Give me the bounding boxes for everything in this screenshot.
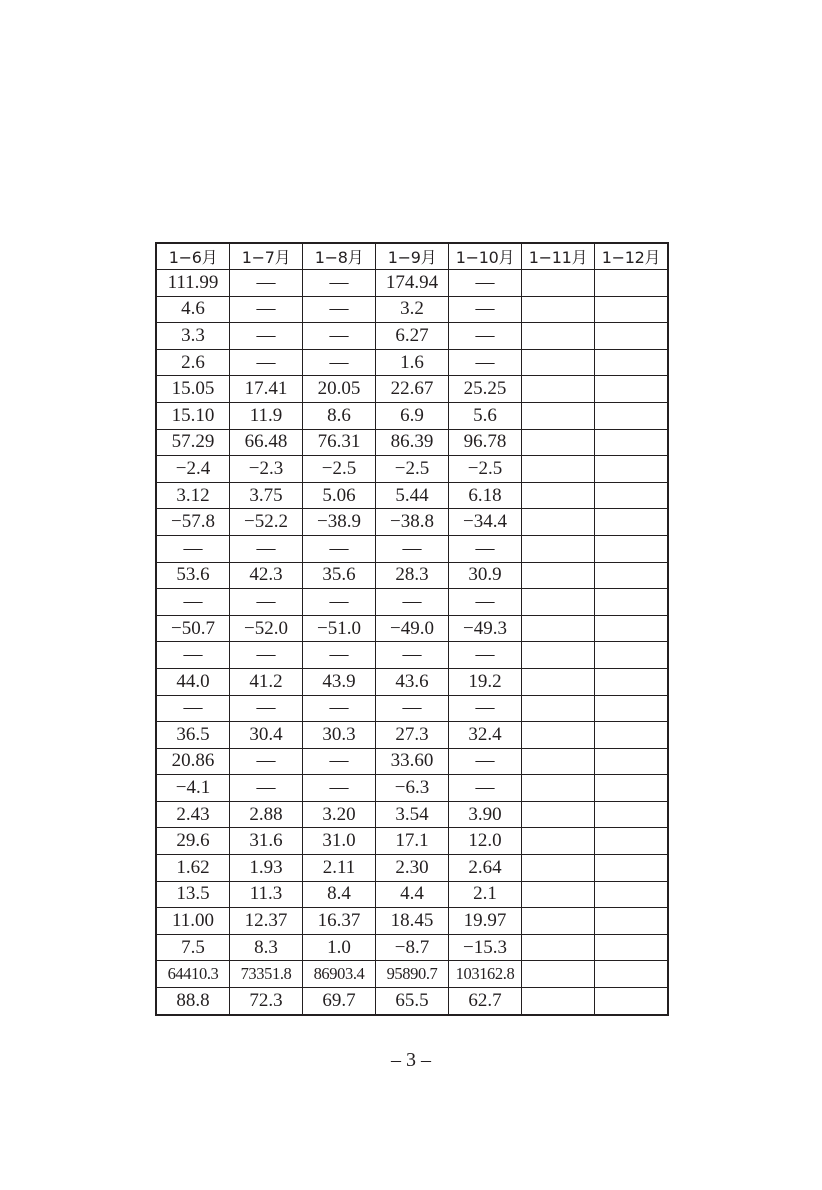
table-cell: 3.2 [376, 296, 449, 323]
table-cell [522, 376, 595, 403]
table-cell: 76.31 [303, 429, 376, 456]
table-cell [595, 456, 669, 483]
table-cell: — [230, 323, 303, 350]
table-cell [522, 323, 595, 350]
table-cell: 103162.8 [449, 961, 522, 988]
table-cell: −2.5 [449, 456, 522, 483]
table-cell: −52.0 [230, 615, 303, 642]
table-cell: — [449, 296, 522, 323]
table-row [156, 908, 668, 935]
table-cell: 2.6 [156, 349, 230, 376]
table-cell: — [376, 535, 449, 562]
table-cell [595, 270, 669, 297]
table-cell: −2.3 [230, 456, 303, 483]
table-cell: — [449, 270, 522, 297]
table-cell [522, 456, 595, 483]
table-cell: 8.4 [303, 881, 376, 908]
table-cell: 41.2 [230, 668, 303, 695]
table-cell [522, 429, 595, 456]
table-cell [595, 562, 669, 589]
table-cell: — [230, 270, 303, 297]
table-cell: 13.5 [156, 881, 230, 908]
column-header: 1−7月 [230, 243, 303, 270]
table-cell [522, 988, 595, 1015]
table-row [156, 988, 668, 1015]
table-cell: 15.10 [156, 402, 230, 429]
table-cell: 22.67 [376, 376, 449, 403]
table-cell: — [303, 535, 376, 562]
table-row [156, 402, 668, 429]
table-cell [522, 801, 595, 828]
table-cell: — [449, 349, 522, 376]
table-cell: 28.3 [376, 562, 449, 589]
table-cell [522, 615, 595, 642]
column-header: 1−10月 [449, 243, 522, 270]
column-header: 1−6月 [156, 243, 230, 270]
table-cell [595, 801, 669, 828]
table-cell: −2.5 [303, 456, 376, 483]
table-cell: 2.11 [303, 855, 376, 882]
table-cell: 43.9 [303, 668, 376, 695]
table-cell: — [230, 642, 303, 669]
table-cell: 20.05 [303, 376, 376, 403]
table-cell: −57.8 [156, 509, 230, 536]
table-cell: −49.0 [376, 615, 449, 642]
table-cell [595, 668, 669, 695]
table-cell: — [303, 589, 376, 616]
table-cell [522, 668, 595, 695]
table-cell: −51.0 [303, 615, 376, 642]
table-cell: — [303, 642, 376, 669]
table-cell: — [449, 323, 522, 350]
table-cell [595, 748, 669, 775]
table-cell [522, 961, 595, 988]
table-cell [522, 482, 595, 509]
table-row [156, 961, 668, 988]
table-cell: −6.3 [376, 775, 449, 802]
table-cell: −49.3 [449, 615, 522, 642]
table-cell: — [376, 695, 449, 722]
table-cell [595, 908, 669, 935]
table-cell [522, 589, 595, 616]
table-cell: — [156, 589, 230, 616]
table-cell: 18.45 [376, 908, 449, 935]
table-cell: 3.75 [230, 482, 303, 509]
table-cell: 12.0 [449, 828, 522, 855]
table-cell [595, 615, 669, 642]
table-cell: — [303, 270, 376, 297]
table-cell: 35.6 [303, 562, 376, 589]
table-row [156, 562, 668, 589]
table-cell: 111.99 [156, 270, 230, 297]
table-row [156, 934, 668, 961]
table-cell: −2.5 [376, 456, 449, 483]
table-cell: — [156, 695, 230, 722]
table-cell [522, 908, 595, 935]
page-number: – 3 – [391, 1049, 431, 1071]
table-cell [595, 482, 669, 509]
table-cell: — [230, 775, 303, 802]
table-cell: — [230, 349, 303, 376]
table-row [156, 668, 668, 695]
table-cell [522, 722, 595, 749]
table-cell: 3.12 [156, 482, 230, 509]
table-cell [595, 323, 669, 350]
table-cell: −34.4 [449, 509, 522, 536]
table-row [156, 270, 668, 297]
table-cell: 65.5 [376, 988, 449, 1015]
table-cell: 11.9 [230, 402, 303, 429]
table-cell [595, 376, 669, 403]
table-cell [522, 535, 595, 562]
table-cell [522, 828, 595, 855]
table-cell: 86903.4 [303, 961, 376, 988]
table-cell [522, 934, 595, 961]
table-cell: 30.4 [230, 722, 303, 749]
table-cell [522, 562, 595, 589]
table-cell [522, 642, 595, 669]
table-cell [595, 828, 669, 855]
table-cell: — [303, 349, 376, 376]
table-cell [595, 642, 669, 669]
table-row [156, 429, 668, 456]
table-cell: 16.37 [303, 908, 376, 935]
column-header: 1−12月 [595, 243, 669, 270]
table-cell: 25.25 [449, 376, 522, 403]
table-cell: 17.1 [376, 828, 449, 855]
table-cell: 42.3 [230, 562, 303, 589]
table-cell: 33.60 [376, 748, 449, 775]
table-cell [595, 535, 669, 562]
table-cell: 36.5 [156, 722, 230, 749]
table-cell: — [230, 695, 303, 722]
table-cell: 4.6 [156, 296, 230, 323]
table-cell [522, 270, 595, 297]
table-cell: — [376, 589, 449, 616]
table-cell: −50.7 [156, 615, 230, 642]
table-cell [595, 988, 669, 1015]
table-cell: 8.6 [303, 402, 376, 429]
table-cell: — [303, 323, 376, 350]
table-cell: — [303, 775, 376, 802]
table-cell: — [376, 642, 449, 669]
table-cell: — [449, 695, 522, 722]
table-cell: 2.64 [449, 855, 522, 882]
table-cell: 174.94 [376, 270, 449, 297]
table-cell: 15.05 [156, 376, 230, 403]
table-row [156, 642, 668, 669]
table-cell [595, 855, 669, 882]
table-row [156, 748, 668, 775]
table-row [156, 881, 668, 908]
header-row [156, 243, 668, 270]
table-cell: −4.1 [156, 775, 230, 802]
table-cell [595, 881, 669, 908]
table-cell: 17.41 [230, 376, 303, 403]
table-row [156, 376, 668, 403]
table-cell [595, 589, 669, 616]
table-cell [595, 695, 669, 722]
table-cell: 2.30 [376, 855, 449, 882]
table-cell: 6.27 [376, 323, 449, 350]
table-cell: 44.0 [156, 668, 230, 695]
table-cell: 5.44 [376, 482, 449, 509]
table-row [156, 296, 668, 323]
table-cell [522, 695, 595, 722]
table-cell [595, 775, 669, 802]
table-cell [595, 296, 669, 323]
table-body [156, 270, 668, 1015]
column-header: 1−11月 [522, 243, 595, 270]
table-cell: — [230, 535, 303, 562]
table-row [156, 828, 668, 855]
table-cell [522, 349, 595, 376]
table-cell: 53.6 [156, 562, 230, 589]
table-cell [522, 402, 595, 429]
table-row [156, 456, 668, 483]
table-cell: 2.43 [156, 801, 230, 828]
table-cell: 30.9 [449, 562, 522, 589]
table-row [156, 349, 668, 376]
table-row [156, 801, 668, 828]
table-cell: 66.48 [230, 429, 303, 456]
table-cell: 72.3 [230, 988, 303, 1015]
statistics-table [155, 242, 669, 1016]
table-row [156, 855, 668, 882]
table-cell [522, 775, 595, 802]
table-cell: −38.9 [303, 509, 376, 536]
table-cell: −38.8 [376, 509, 449, 536]
table-cell: 8.3 [230, 934, 303, 961]
table-cell: 29.6 [156, 828, 230, 855]
table-cell: 96.78 [449, 429, 522, 456]
table-cell: 86.39 [376, 429, 449, 456]
table-cell [595, 934, 669, 961]
table-cell: 69.7 [303, 988, 376, 1015]
table-cell [522, 748, 595, 775]
table-cell: — [230, 589, 303, 616]
table-cell [595, 722, 669, 749]
table-row [156, 722, 668, 749]
table-row [156, 615, 668, 642]
table-cell: −52.2 [230, 509, 303, 536]
table-cell: 1.0 [303, 934, 376, 961]
table-cell: 11.00 [156, 908, 230, 935]
table-cell [522, 296, 595, 323]
table-row [156, 482, 668, 509]
table-cell [522, 881, 595, 908]
table-cell: 88.8 [156, 988, 230, 1015]
table-cell: −8.7 [376, 934, 449, 961]
table-cell: 5.6 [449, 402, 522, 429]
table-cell [595, 349, 669, 376]
table-header [156, 243, 668, 270]
table-cell: 3.3 [156, 323, 230, 350]
table-cell: 64410.3 [156, 961, 230, 988]
table-cell: −15.3 [449, 934, 522, 961]
table-row [156, 775, 668, 802]
table-cell: 4.4 [376, 881, 449, 908]
table-cell: — [230, 748, 303, 775]
table-cell: 1.93 [230, 855, 303, 882]
table-cell: 3.90 [449, 801, 522, 828]
table-cell: 32.4 [449, 722, 522, 749]
table-cell: 57.29 [156, 429, 230, 456]
table-cell: 12.37 [230, 908, 303, 935]
table-row [156, 589, 668, 616]
column-header: 1−8月 [303, 243, 376, 270]
table-cell [522, 509, 595, 536]
table-row [156, 509, 668, 536]
table-cell [522, 855, 595, 882]
table-cell: 7.5 [156, 934, 230, 961]
table-cell: 5.06 [303, 482, 376, 509]
table-row [156, 535, 668, 562]
table-cell: 6.18 [449, 482, 522, 509]
table-cell: — [449, 775, 522, 802]
table-cell: 95890.7 [376, 961, 449, 988]
table-cell: — [449, 642, 522, 669]
table-row [156, 695, 668, 722]
table-cell: — [303, 296, 376, 323]
table-cell [595, 402, 669, 429]
table-cell: 11.3 [230, 881, 303, 908]
table-cell: 6.9 [376, 402, 449, 429]
table-cell: — [303, 695, 376, 722]
table-cell: 43.6 [376, 668, 449, 695]
table-cell: 1.62 [156, 855, 230, 882]
column-header: 1−9月 [376, 243, 449, 270]
table-cell: — [449, 748, 522, 775]
table-cell [595, 429, 669, 456]
table-cell: — [449, 589, 522, 616]
table-cell [595, 961, 669, 988]
table-cell: 3.54 [376, 801, 449, 828]
table-cell [595, 509, 669, 536]
table-cell: 1.6 [376, 349, 449, 376]
table-cell: −2.4 [156, 456, 230, 483]
table-cell: 73351.8 [230, 961, 303, 988]
table-cell: 2.1 [449, 881, 522, 908]
table-cell: 62.7 [449, 988, 522, 1015]
table-cell: — [156, 535, 230, 562]
table-cell: 20.86 [156, 748, 230, 775]
table-cell: 30.3 [303, 722, 376, 749]
table-cell: 3.20 [303, 801, 376, 828]
table-cell: — [156, 642, 230, 669]
table-cell: 2.88 [230, 801, 303, 828]
table-cell: 31.6 [230, 828, 303, 855]
table-cell: — [449, 535, 522, 562]
table-cell: 19.97 [449, 908, 522, 935]
table-cell: 19.2 [449, 668, 522, 695]
table-cell: — [303, 748, 376, 775]
table-cell: — [230, 296, 303, 323]
table-row [156, 323, 668, 350]
table-cell: 31.0 [303, 828, 376, 855]
table-cell: 27.3 [376, 722, 449, 749]
